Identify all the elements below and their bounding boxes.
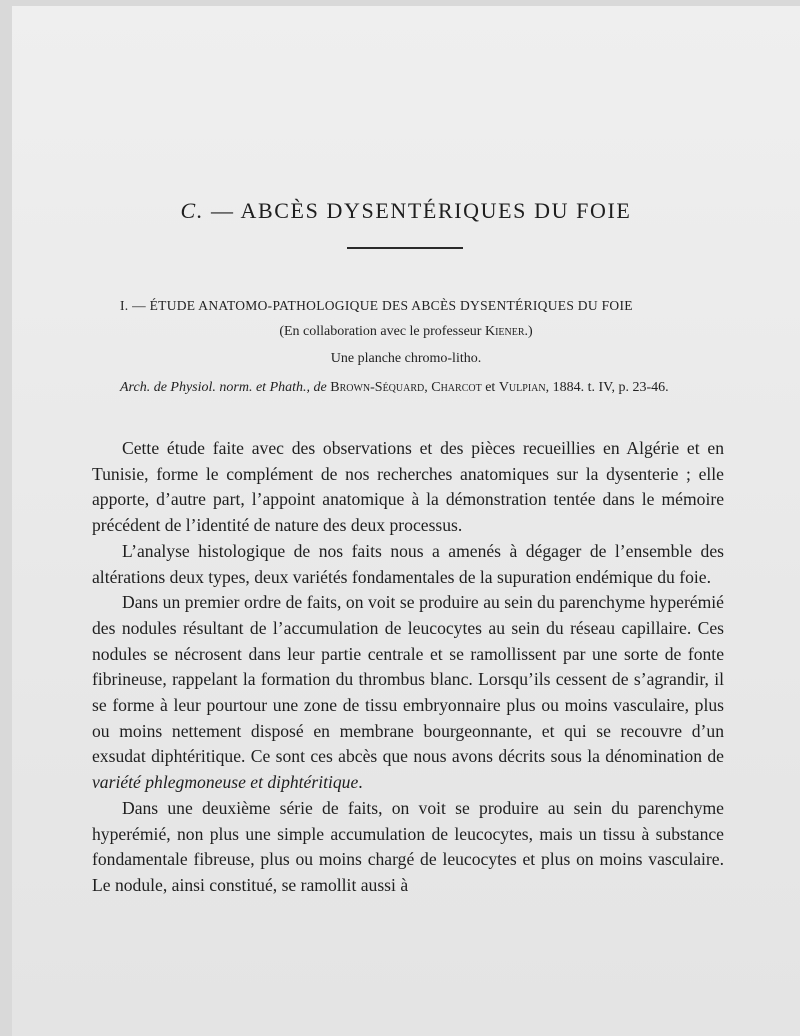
paragraph-2: L’analyse histologique de nos faits nous a amenés à dégager de l’ensemble des altérations deux types, deux variétés fondamentales de la supuration endémique du foie. bbox=[92, 540, 724, 587]
collaborator-name: Kiener bbox=[484, 324, 525, 339]
bibliographic-reference bbox=[120, 378, 720, 397]
collaboration-suffix: .) bbox=[524, 324, 533, 339]
paragraph-3 bbox=[92, 590, 724, 796]
reference-et: et bbox=[481, 380, 499, 395]
paragraph-3-end: . bbox=[358, 772, 363, 793]
section-letter: C. bbox=[180, 198, 204, 223]
book-page bbox=[12, 6, 800, 1036]
collaboration-prefix: (En collaboration avec le professeur bbox=[279, 324, 485, 339]
plate-note: Une planche chromo-litho. bbox=[330, 351, 482, 366]
paragraph-3-text: Dans un premier ordre de faits, on voit se produire au sein du parenchyme hyperémié des nodules résultant de l’accumulation de leucocytes au sein du réseau capillaire. Ces nodules se nécrosent dans leur partie centrale et se ramollissent par une sorte de fonte fibrineuse, rappelant la formation du thrombus blanc. Lorsqu’ils cessent de s’agrandir, il se forme à leur pourtour une zone de tissu embryonnaire plus ou moins vasculaire, plus ou moins nettement disposé en membrane bourgeonnante, et qui se recouvre d’un exsudat diphtéritique. Ce sont ces abcès que nous avons décrits sous la dénomination de bbox=[92, 592, 724, 767]
section-heading bbox=[12, 198, 800, 224]
editor-charcot: Charcot bbox=[431, 380, 482, 395]
paragraph-4: Dans une deuxième série de faits, on voit se produire au sein du parenchyme hyperémié, non plus une simple accumulation de leucocytes, mais un tissu à substance fondamentale fibreuse, plus ou moins chargé de leucocytes et plus on moins vasculaire. Le nodule, ainsi constitué, se ramollit aussi à bbox=[92, 797, 724, 895]
reference-details: , 1884. t. IV, p. 23-46. bbox=[545, 380, 669, 395]
paragraph-3-italic: variété phlegmoneuse et diphtéritique bbox=[92, 772, 359, 793]
heading-divider bbox=[347, 247, 463, 249]
study-title: I. — ÉTUDE ANATOMO-PATHOLOGIQUE DES ABCÈS DYSENTÉRIQUES DU FOIE bbox=[120, 298, 633, 313]
editor-vulpian: Vulpian bbox=[498, 380, 546, 395]
reference-separator: , bbox=[424, 380, 432, 395]
section-title: — ABCÈS DYSENTÉRIQUES DU FOIE bbox=[211, 198, 632, 223]
editor-brown-sequard: Brown-Séquard bbox=[330, 380, 425, 395]
journal-name: Arch. de Physiol. norm. et Phath., bbox=[120, 380, 311, 395]
paragraph-1: Cette étude faite avec des observations et des pièces recueillies en Algérie et en Tunisie, forme le complément de nos recherches anatomiques sur la dysenterie ; elle apporte, d’autre part, l’appoint anatomique à la démonstration tentée dans le mémoire précédent de l’identité de nature des deux processus. bbox=[92, 438, 724, 536]
body-text bbox=[92, 436, 724, 899]
collaboration-note bbox=[12, 324, 800, 340]
reference-de: de bbox=[310, 380, 331, 395]
